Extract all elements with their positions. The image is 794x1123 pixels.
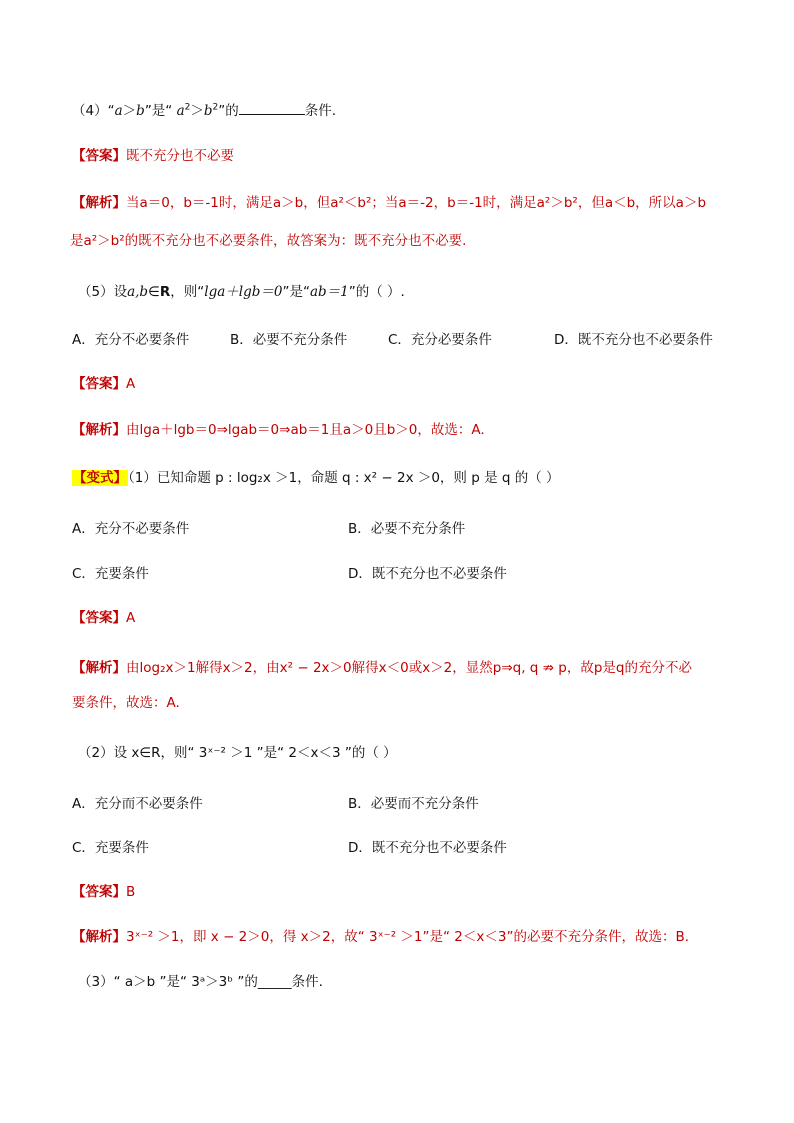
question-number: （4） bbox=[72, 103, 108, 119]
answer-5: 【答案】A bbox=[72, 376, 136, 392]
variant-1: 【变式】（1）已知命题 p : log₂x ＞1，命题 q : x² − 2x ＞0，则 p 是 q 的（ ） bbox=[73, 470, 560, 486]
variant-3: （3）“ a＞b ”是“ 3ᵃ＞3ᵇ ”的_____条件. bbox=[78, 974, 323, 990]
explanation-variant-1-line-1: 【解析】由log₂x＞1解得x＞2，由x² − 2x＞0解得x＜0或x＞2，显然p⇒q, q ⇏ p，故p是q的充分不必 bbox=[72, 660, 692, 676]
option-d: D．既不充分也不必要条件 bbox=[348, 840, 507, 856]
option-b: B．必要不充分条件 bbox=[230, 332, 348, 348]
explanation-tag: 【解析】 bbox=[72, 660, 126, 676]
option-d: D．既不充分也不必要条件 bbox=[554, 332, 713, 348]
option-a: A．充分不必要条件 bbox=[72, 521, 190, 537]
answer-blank bbox=[239, 100, 305, 115]
answer-tag: 【答案】 bbox=[72, 884, 126, 900]
answer-variant-1: 【答案】A bbox=[72, 610, 136, 626]
explanation-tag: 【解析】 bbox=[72, 422, 126, 438]
variant-tag: 【变式】 bbox=[73, 470, 127, 486]
question-4: （4）“a＞b”是“ $a^2>b^2$”的 条件. bbox=[72, 100, 732, 121]
answer-variant-2: 【答案】B bbox=[72, 884, 136, 900]
question-5: （5）设a,b∈R，则“lga＋lgb＝0”是“ab＝1”的（ ）. bbox=[78, 284, 405, 300]
explanation-variant-1-line-2: 要条件，故选：A. bbox=[72, 695, 180, 711]
explanation-4-line-1: 【解析】当a＝0，b＝-1时，满足a＞b，但a²＜b²；当a＝-2，b＝-1时，满足a²＞b²，但a＜b，所以a＞b bbox=[72, 195, 707, 211]
answer-4 bbox=[72, 146, 732, 166]
explanation-tag: 【解析】 bbox=[72, 929, 126, 945]
variant-2: （2）设 x∈R，则“ 3ˣ⁻² ＞1 ”是“ 2＜x＜3 ”的（ ） bbox=[78, 745, 397, 761]
option-a: A．充分而不必要条件 bbox=[72, 796, 203, 812]
explanation-5: 【解析】由lga＋lgb＝0⇒lgab＝0⇒ab＝1且a＞0且b＞0，故选：A. bbox=[72, 422, 485, 438]
option-c: C．充要条件 bbox=[72, 840, 149, 856]
answer-tag: 【答案】 bbox=[72, 376, 126, 392]
option-b: B．必要而不充分条件 bbox=[348, 796, 479, 812]
answer-text: 既不充分也不必要 bbox=[126, 148, 234, 164]
option-c: C．充分必要条件 bbox=[388, 332, 492, 348]
explanation-4-line-2: 是a²＞b²的既不充分也不必要条件，故答案为：既不充分也不必要. bbox=[70, 233, 467, 249]
option-a: A．充分不必要条件 bbox=[72, 332, 190, 348]
explanation-variant-2: 【解析】3ˣ⁻² ＞1，即 x − 2＞0，得 x＞2，故“ 3ˣ⁻² ＞1”是“ 2＜x＜3”的必要不充分条件，故选：B. bbox=[72, 929, 689, 945]
option-d: D．既不充分也不必要条件 bbox=[348, 566, 507, 582]
option-c: C．充要条件 bbox=[72, 566, 149, 582]
answer-tag: 【答案】 bbox=[72, 148, 126, 164]
answer-tag: 【答案】 bbox=[72, 610, 126, 626]
option-b: B．必要不充分条件 bbox=[348, 521, 466, 537]
explanation-tag: 【解析】 bbox=[72, 195, 126, 211]
